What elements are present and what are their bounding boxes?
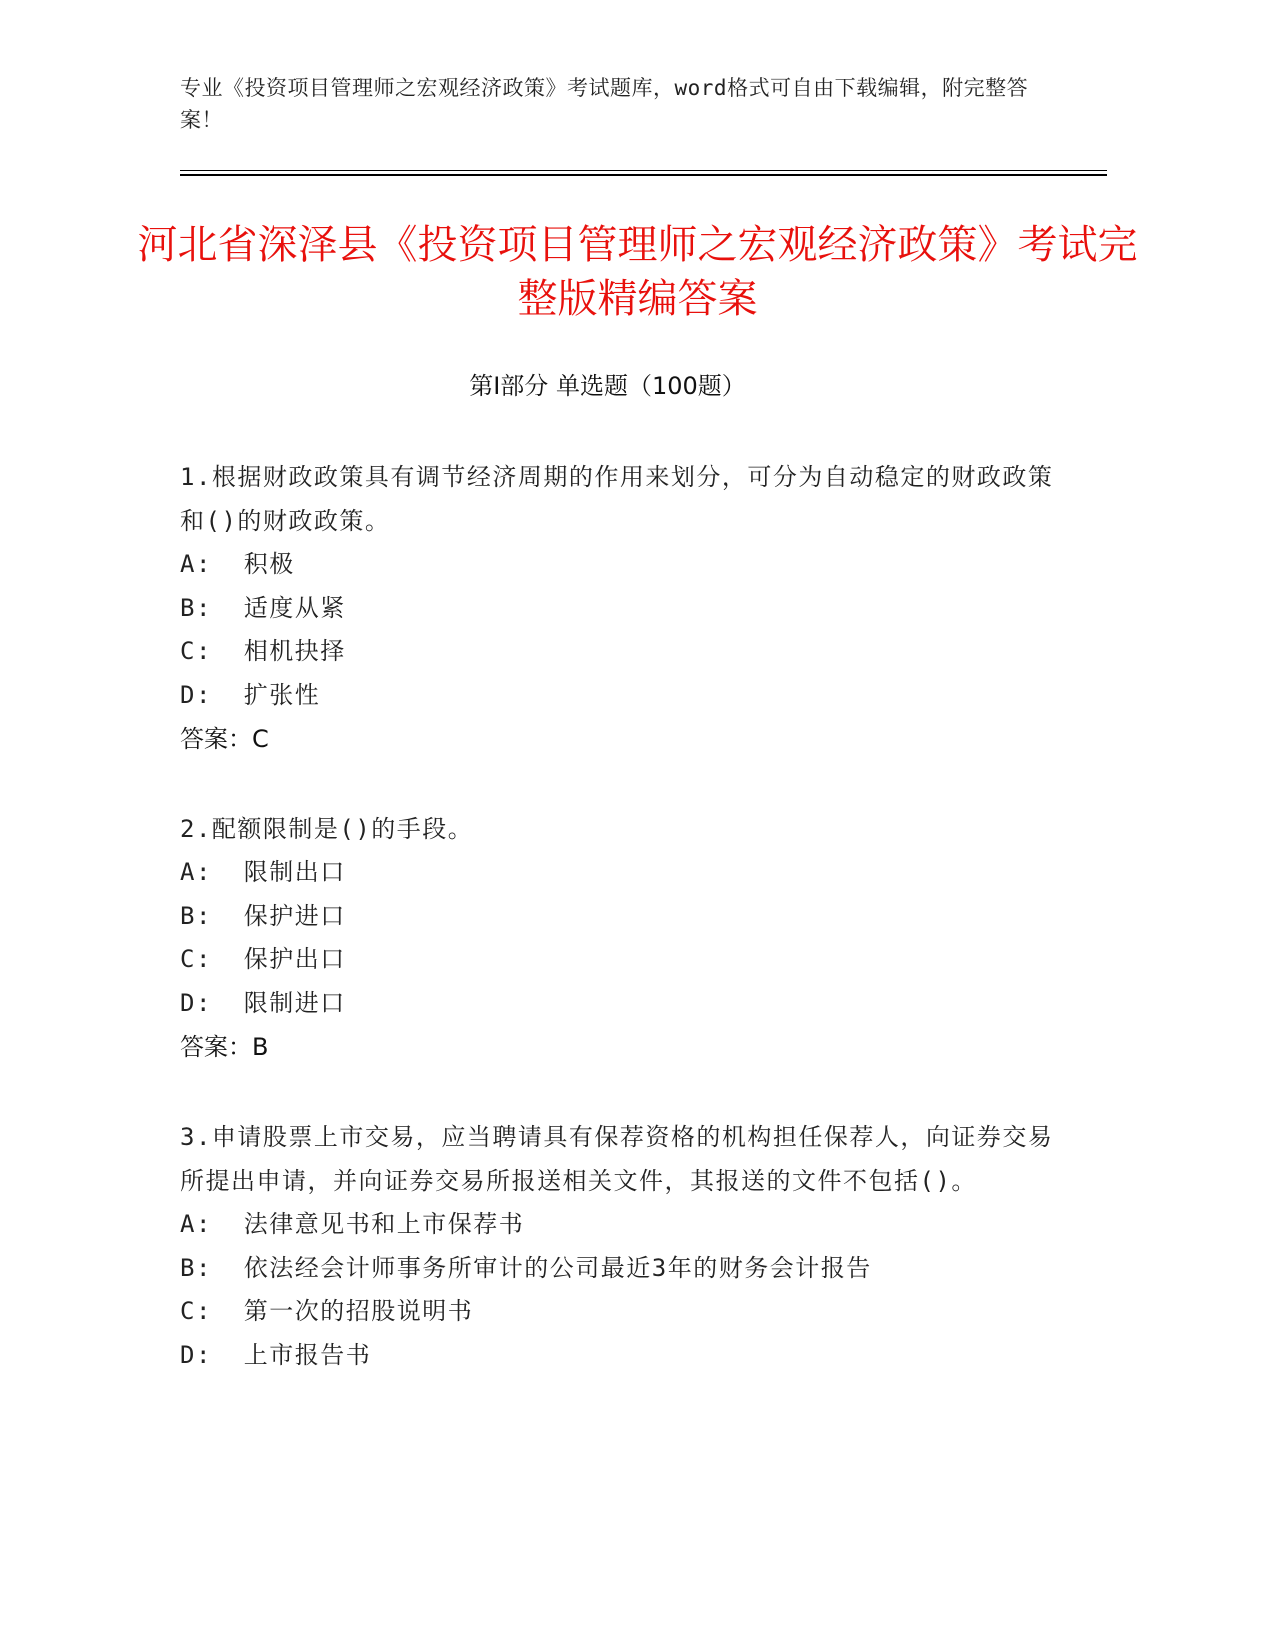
option-a: A: 积极: [180, 550, 295, 578]
question-list: [180, 455, 1060, 1423]
question-2: [180, 807, 1060, 1069]
question-3: [180, 1115, 1060, 1377]
option-d: D: 上市报告书: [180, 1340, 372, 1369]
answer: 答案：B: [180, 1033, 269, 1061]
answer: 答案：C: [180, 725, 269, 753]
question-stem: 3.申请股票上市交易，应当聘请具有保荐资格的机构担任保荐人，向证券交易所提出申请，并向证券交易所报送相关文件，其报送的文件不包括()。: [180, 1123, 1054, 1195]
option-d: D: 限制进口: [180, 988, 346, 1017]
option-b: B: 依法经会计师事务所审计的公司最近3年的财务会计报告: [180, 1253, 872, 1282]
header-divider-thin: [180, 170, 1107, 171]
section-heading: 第Ⅰ部分 单选题（100题）: [469, 372, 746, 400]
option-b: B: 保护进口: [180, 901, 346, 930]
option-d: D: 扩张性: [180, 680, 321, 709]
option-a: A: 法律意见书和上市保荐书: [180, 1210, 525, 1238]
option-b: B: 适度从紧: [180, 593, 346, 622]
option-c: C: 保护出口: [180, 945, 346, 973]
document-title: 河北省深泽县《投资项目管理师之宏观经济政策》考试完整版精编答案: [137, 222, 1138, 322]
question-1: [180, 455, 1060, 761]
question-stem: 2.配额限制是()的手段。: [180, 815, 474, 843]
option-a: A: 限制出口: [180, 858, 346, 886]
option-c: C: 相机抉择: [180, 637, 346, 665]
header-note: 专业《投资项目管理师之宏观经济政策》考试题库，word格式可自由下载编辑，附完整答案！: [180, 76, 1029, 132]
question-stem: 1.根据财政政策具有调节经济周期的作用来划分，可分为自动稳定的财政政策和()的财政政策。: [180, 463, 1054, 535]
option-c: C: 第一次的招股说明书: [180, 1297, 474, 1325]
header-divider-thick: [180, 174, 1107, 176]
